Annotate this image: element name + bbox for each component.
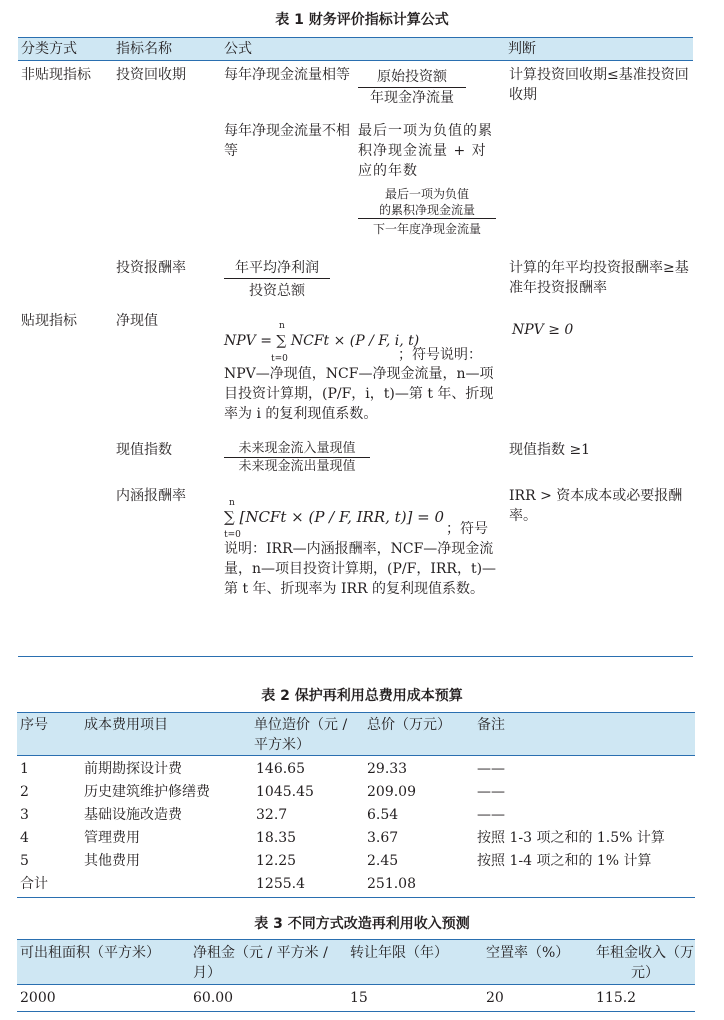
t2-cell-total: 6.54 [367,807,399,823]
t3-header-area: 可出租面积（平方米） [20,945,160,961]
t3-header-vacancy: 空置率（%） [486,945,570,961]
t1-header-indicator: 指标名称 [116,41,172,57]
t2-header-no: 序号 [20,717,48,733]
table1-bottom-rule [18,656,693,657]
table-row [17,988,695,1010]
t2-cell-total: 251.08 [367,876,416,892]
t2-cell-unit: 1045.45 [256,784,314,800]
t2-cell-total: 3.67 [367,830,399,846]
table2-bottom-rule [17,897,695,898]
t2-cell-no: 3 [20,807,29,823]
table-row-total [17,874,695,897]
t3-header-years: 转让年限（年） [350,945,448,961]
t2-cell-unit: 32.7 [256,807,288,823]
t2-cell-item: 前期勘探设计费 [84,761,182,777]
t1-irr-judgement: IRR > 资本成本或必要报酬率。 [509,488,683,524]
table-row [17,828,695,851]
t1-npv-description: NPV—净现值，NCF—净现金流量，n—项目投资计算期，(P/F，i，t)—第 t 年、折现率为 i 的复利现值系数。 [224,366,494,422]
table2-caption: 表 2 保护再利用总费用成本预算 [261,688,463,704]
fraction-denominator: 下一年度净现金流量 [372,222,481,236]
t2-header-unit-cost: 单位造价（元 / 平方米） [254,717,348,753]
t1-roi-fraction [224,258,330,301]
t3-header-income: 年租金收入（万元） [596,945,694,981]
t1-payback-unequal-fraction [358,186,496,237]
t2-cell-unit: 18.35 [256,830,297,846]
t2-cell-total: 2.45 [367,853,399,869]
t1-npv-sum-lower: t=0 [271,354,288,364]
fraction-denominator: 投资总额 [249,283,305,299]
t1-pi-name: 现值指数 [116,442,172,458]
t2-body [17,759,695,897]
t1-irr-name: 内涵报酬率 [116,488,186,504]
t2-cell-total: 29.33 [367,761,408,777]
t2-cell-item: 基础设施改造费 [84,807,182,823]
t1-payback-unequal-label: 每年净现金流量不相等 [224,123,350,159]
t1-irr-description: 说明：IRR—内涵报酬率，NCF—净现金流量，n—项目投资计算期，(P/F，IRR，t)—第 t 年、折现率为 IRR 的复利现值系数。 [224,541,497,597]
t1-payback-name: 投资回收期 [116,67,186,83]
t1-payback-equal-fraction [358,67,466,108]
t1-npv-formula: NPV = ∑ NCFt × (P / F, i, t) [224,333,420,349]
t1-roi-judgement: 计算的年平均投资报酬率≥基准年投资报酬率 [509,260,689,296]
t1-payback-unequal-text: 最后一项为负值的累积净现金流量 + 对应的年数 [358,123,493,179]
fraction-numerator: 未来现金流入量现值 [224,441,370,458]
t3-cell-years: 15 [350,990,368,1006]
t1-payback-judgement: 计算投资回收期≤基准投资回收期 [509,67,689,103]
t1-npv-name: 净现值 [116,313,158,329]
t1-npv-sum-upper: n [279,321,285,331]
table1-caption: 表 1 财务评价指标计算公式 [275,12,449,28]
fraction-denominator: 未来现金流出量现值 [238,459,356,474]
t3-cell-rent: 60.00 [193,990,234,1006]
fraction-numerator-line1: 最后一项为负值 [384,187,469,201]
table3-caption: 表 3 不同方式改造再利用收入预测 [254,916,470,932]
t1-payback-equal-label: 每年净现金流量相等 [224,67,350,83]
t2-cell-unit: 12.25 [256,853,297,869]
table-row [17,759,695,782]
t1-header-judgement: 判断 [508,41,536,57]
table1-header-row [18,38,693,60]
t2-cell-no: 合计 [20,876,48,892]
table3-header-rule [17,984,695,985]
table1-header-rule [18,60,693,61]
t2-header-note: 备注 [477,717,505,733]
t2-cell-no: 1 [20,761,29,777]
t1-irr-desc-tail: ；符号 [446,521,488,537]
t2-cell-total: 209.09 [367,784,416,800]
t2-cell-note: 按照 1-4 项之和的 1% 计算 [477,853,652,869]
t1-pi-fraction [224,441,370,475]
t3-cell-income: 115.2 [596,990,637,1006]
t1-header-formula: 公式 [224,41,252,57]
t1-irr-sum-upper: n [229,498,235,508]
t2-cell-no: 4 [20,830,29,846]
t2-cell-unit: 146.65 [256,761,305,777]
t1-irr-sum-lower: t=0 [224,530,241,540]
t2-cell-item: 管理费用 [84,830,140,846]
table-row [17,851,695,874]
t2-cell-no: 5 [20,853,29,869]
t2-cell-note: —— [477,807,505,823]
t1-roi-name: 投资报酬率 [116,260,186,276]
fraction-denominator: 年现金净流量 [370,90,454,106]
t3-cell-area: 2000 [20,990,56,1006]
t3-header-rent: 净租金（元 / 平方米 / 月） [193,945,328,981]
t2-cell-item: 其他费用 [84,853,140,869]
t1-category-nondiscount: 非贴现指标 [21,67,91,83]
t1-npv-judgement: NPV ≥ 0 [512,322,574,338]
t2-cell-unit: 1255.4 [256,876,305,892]
t2-header-item: 成本费用项目 [84,717,168,733]
table-row [17,782,695,805]
fraction-numerator: 年平均净利润 [224,258,330,279]
fraction-numerator [358,186,496,219]
t1-category-discount: 贴现指标 [21,313,77,329]
fraction-numerator: 原始投资额 [358,67,466,88]
t1-npv-desc-tail: ；符号说明： [398,347,482,363]
t2-cell-note: —— [477,784,505,800]
table-row [17,805,695,828]
table2-header-rule [17,755,695,756]
t2-cell-note: —— [477,761,505,777]
t2-header-total: 总价（万元） [367,717,451,733]
fraction-numerator-line2: 的累积净现金流量 [378,203,475,217]
table3-bottom-rule [17,1011,695,1012]
t2-cell-no: 2 [20,784,29,800]
table2-header-row [17,713,695,755]
t1-pi-judgement: 现值指数 ≥1 [509,442,591,458]
t2-cell-note: 按照 1-3 项之和的 1.5% 计算 [477,830,665,846]
t1-header-category: 分类方式 [21,41,77,57]
t2-cell-item: 历史建筑维护修缮费 [84,784,210,800]
t3-cell-vacancy: 20 [486,990,504,1006]
table3-header-row [17,940,695,984]
t1-irr-formula: ∑ [NCFt × (P / F, IRR, t)] = 0 [224,508,445,526]
